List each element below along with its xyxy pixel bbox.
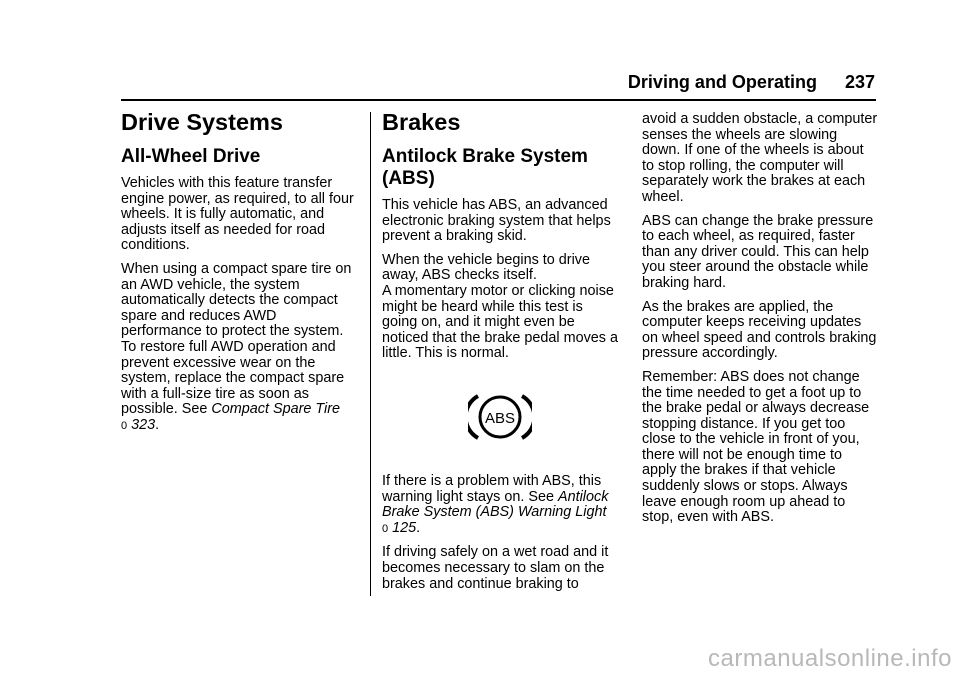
abs-warning-icon-figure bbox=[382, 372, 618, 462]
page-reference[interactable]: 0 323 bbox=[121, 416, 156, 433]
abs-warning-icon bbox=[468, 391, 532, 443]
section-title: Driving and Operating bbox=[627, 72, 817, 92]
column-1 bbox=[121, 108, 359, 443]
paragraph: ABS can change the brake pressure to each wheel, as required, faster than any driver could. This can help you steer around the obstacle while braking hard. bbox=[642, 212, 874, 291]
paragraph: This vehicle has ABS, an advanced electronic braking system that helps prevent a braking skid. bbox=[382, 197, 611, 245]
svg-text:ABS: ABS bbox=[484, 409, 516, 427]
paragraph: When using a compact spare tire on an AWD vehicle, the system automatically detects the compact spare and reduces AWD performance to protect the system. To restore full AWD operation and prevent excessive wear on the system, replace the compact spare with a full-size tire as soon as possible. See Compact Spare Tire 0 323. bbox=[121, 260, 352, 433]
paragraph: Remember: ABS does not change the time needed to get a foot up to the brake pedal or always decrease stopping distance. If you get too close to the vehicle in front of you, there will not be enough time to apply the brakes if that vehicle suddenly slows or stops. Always leave enough room up ahead to stop, even with ABS. bbox=[642, 368, 870, 526]
site-watermark: carmanualsonline.info bbox=[708, 645, 952, 672]
page-header bbox=[600, 72, 875, 93]
section-heading-drive-systems: Drive Systems bbox=[121, 109, 283, 135]
cross-reference-link[interactable]: Compact Spare Tire bbox=[211, 401, 341, 418]
subheading-abs: Antilock Brake System (ABS) bbox=[382, 146, 588, 189]
column-3 bbox=[642, 112, 878, 534]
page-reference[interactable]: 0 125 bbox=[382, 519, 417, 536]
paragraph: If driving safely on a wet road and it becomes necessary to slam on the brakes and continue braking to bbox=[382, 544, 609, 592]
page-ref-icon: 0 bbox=[382, 522, 389, 535]
column-2 bbox=[382, 108, 618, 600]
paragraph: Vehicles with this feature transfer engine power, as required, to all four wheels. It is fully automatic, and adjusts itself as needed for road conditions. bbox=[121, 175, 354, 254]
paragraph: If there is a problem with ABS, this warning light stays on. See Antilock Brake System (ABS) Warning Light 0 125. bbox=[382, 472, 609, 536]
paragraph: As the brakes are applied, the computer keeps receiving updates on wheel speed and controls braking pressure accordingly. bbox=[642, 298, 877, 362]
paragraph: When the vehicle begins to drive away, ABS checks itself. A momentary motor or clicking noise might be heard while this test is going on, and it might even be noticed that the brake pedal moves a little. This is normal. bbox=[382, 251, 618, 362]
paragraph: avoid a sudden obstacle, a computer senses the wheels are slowing down. If one of the wheels is about to stop rolling, the computer will separately work the brakes at each wheel. bbox=[642, 111, 878, 205]
page-ref-icon: 0 bbox=[121, 419, 128, 432]
subheading-all-wheel-drive: All-Wheel Drive bbox=[121, 146, 261, 167]
cross-reference-link[interactable]: Antilock Brake System (ABS) Warning Light bbox=[382, 488, 609, 521]
section-heading-brakes: Brakes bbox=[382, 109, 461, 135]
paragraph-text: When using a compact spare tire on an AWD vehicle, the system automatically detects the compact spare and reduces AWD performance to protect the system. To restore full AWD operation and prevent excessive wear on the system, replace the compact spare with a full-size tire as soon as possible. See bbox=[121, 260, 352, 418]
page-number: 237 bbox=[844, 72, 875, 92]
column-divider bbox=[370, 112, 371, 596]
header-rule bbox=[121, 99, 876, 101]
